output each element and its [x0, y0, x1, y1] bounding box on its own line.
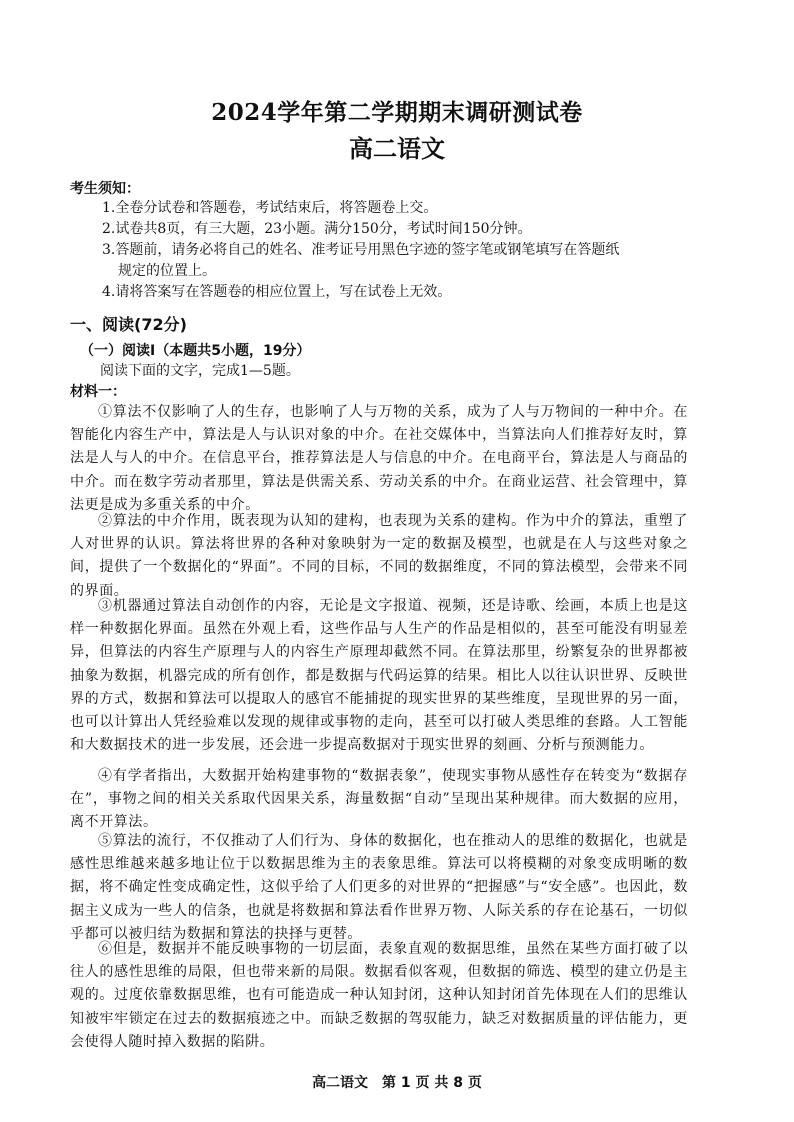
paragraph: ①算法不仅影响了人的生存，也影响了人与万物的关系，成为了人与万物间的一种中介。在智能化内容生产中，算法是人与认识对象的中介。在社交媒体中，当算法向人们推荐好友时，算法是人与人的中介。在信息平台，推荐算法是人与信息的中介。在电商平台，算法是人与商品的中介。而在数字劳动者那里，算法是供需关系、劳动关系的中介。在商业运营、社会管理中，算法更是成为多重关系的中介。 [70, 404, 688, 513]
page-footer: 高二语文 第 1 页 共 8 页 [312, 1075, 482, 1091]
exam-subject: 高二语文 [349, 134, 445, 163]
subsection-heading: （一）阅读Ⅰ（本题共5小题，19分） [80, 343, 311, 359]
notice-item-text: 3.答题前，请务必将自己的姓名、准考证号用黑色字迹的签字笔或钢笔填写在答题纸 [102, 242, 620, 258]
notice-item: 2.试卷共8页，有三大题，23小题。满分150分，考试时间150分钟。 [102, 221, 532, 237]
paragraph: ②算法的中介作用，既表现为认知的建构，也表现为关系的建构。作为中介的算法，重塑了人对世界的认识。算法将世界的各种对象映射为一定的数据及模型，也就是在人与这些对象之间，提供了一个数据化的“界面”。不同的目标，不同的数据维度，不同的算法模型，会带来不同的界面。 [70, 513, 688, 599]
reading-instruction: 阅读下面的文字，完成1—5题。 [100, 363, 300, 379]
paragraph: ⑤算法的流行，不仅推动了人们行为、身体的数据化，也在推动人的思维的数据化，也就是感性思维越来越多地让位于以数据思维为主的表象思维。算法可以将模糊的对象变成明晰的数据，将不确定性变成确定性，这似乎给了人们更多的对世界的“把握感”与“安全感”。也因此，数据主义成为一些人的信条，也就是将数据和算法看作世界万物、人际关系的存在论基石，一切似乎都可以被归结为数据和算法的抉择与更替。 [70, 833, 688, 942]
material-label: 材料一： [70, 384, 126, 400]
notice-item: 1.全卷分试卷和答题卷，考试结束后，将答题卷上交。 [102, 200, 438, 216]
exam-title: 2024学年第二学期期末调研测试卷 [211, 99, 583, 126]
notice-heading: 考生须知： [70, 181, 140, 197]
notice-item: 4.请将答案写在答题卷的相应位置上，写在试卷上无效。 [102, 284, 452, 300]
paragraph: ⑥但是，数据并不能反映事物的一切层面，表象直观的数据思维，虽然在某些方面打破了以往人的感性思维的局限，但也带来新的局限。数据看似客观，但数据的筛选、模型的建立仍是主观的。过度依靠数据思维，也有可能造成一种认知封闭，这种认知封闭首先体现在人们的思维认知被牢牢锁定在过去的数据痕迹之中。而缺乏数据的驾驭能力，缺乏对数据质量的评估能力，更会使得人随时掉入数据的陷阱。 [70, 941, 688, 1050]
section-heading: 一、阅读(72分) [70, 315, 187, 334]
notice-item [102, 240, 742, 282]
paragraph: ④有学者指出，大数据开始构建事物的“数据表象”，使现实事物从感性存在转变为“数据存在”，事物之间的相关关系取代因果关系，海量数据“自动”呈现出某种规律。而大数据的应用，离不开算法。 [70, 768, 688, 831]
notice-item-continuation: 规定的位置上。 [118, 263, 216, 279]
paragraph: ③机器通过算法自动创作的内容，无论是文字报道、视频，还是诗歌、绘画，本质上也是这样一种数据化界面。虽然在外观上看，这些作品与人生产的作品是相似的，甚至可能没有明显差异，但算法的内容生产原理与人的内容生产原理却截然不同。在算法那里，纷繁复杂的世界都被抽象为数据，机器完成的所有创作，都是数据与代码运算的结果。相比人以往认识世界、反映世界的方式，数据和算法可以提取人的感官不能捕捉的现实世界的某些维度，呈现世界的另一面，也可以计算出人凭经验难以发现的规律或事物的走向，甚至可以打破人类思维的套路。人工智能和大数据技术的进一步发展，还会进一步提高数据对于现实世界的刻画、分析与预测能力。 [70, 598, 688, 754]
